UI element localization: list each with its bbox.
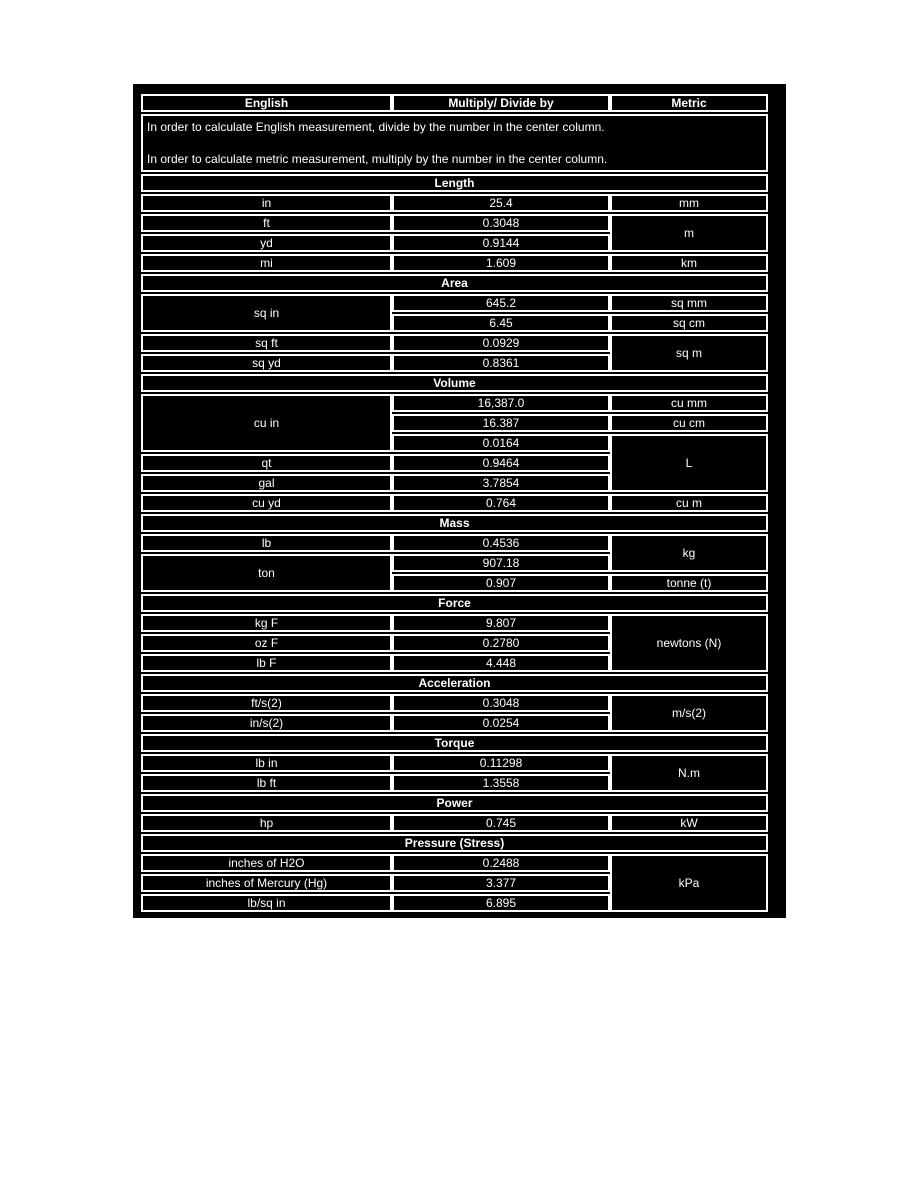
factor: 4.448 — [392, 654, 610, 672]
table-row — [141, 534, 768, 552]
english-unit: cu yd — [141, 494, 392, 512]
english-unit: mi — [141, 254, 392, 272]
factor: 0.9464 — [392, 454, 610, 472]
note-line-2: In order to calculate metric measurement, multiply by the number in the center column. — [147, 152, 608, 166]
english-unit: sq ft — [141, 334, 392, 352]
conversion-table — [141, 92, 768, 914]
metric-unit: tonne (t) — [610, 574, 768, 592]
metric-unit: kg — [610, 534, 768, 572]
table-row — [141, 214, 768, 232]
section-row — [141, 794, 768, 812]
factor: 0.745 — [392, 814, 610, 832]
factor: 0.764 — [392, 494, 610, 512]
note-line-1: In order to calculate English measurement, divide by the number in the center column. — [147, 120, 605, 134]
factor: 0.9144 — [392, 234, 610, 252]
section-volume: Volume — [141, 374, 768, 392]
factor: 0.907 — [392, 574, 610, 592]
factor: 0.2488 — [392, 854, 610, 872]
factor: 0.11298 — [392, 754, 610, 772]
factor: 25.4 — [392, 194, 610, 212]
metric-unit: mm — [610, 194, 768, 212]
factor: 6.45 — [392, 314, 610, 332]
table-row — [141, 854, 768, 872]
section-area: Area — [141, 274, 768, 292]
section-torque: Torque — [141, 734, 768, 752]
table-row — [141, 394, 768, 412]
section-row — [141, 674, 768, 692]
english-unit: sq in — [141, 294, 392, 332]
english-unit: oz F — [141, 634, 392, 652]
table-row — [141, 194, 768, 212]
header-english: English — [141, 94, 392, 112]
english-unit: ft/s(2) — [141, 694, 392, 712]
table-row — [141, 334, 768, 352]
table-row — [141, 614, 768, 632]
english-unit: gal — [141, 474, 392, 492]
english-unit: lb/sq in — [141, 894, 392, 912]
english-unit: lb ft — [141, 774, 392, 792]
factor: 0.2780 — [392, 634, 610, 652]
metric-unit: cu mm — [610, 394, 768, 412]
factor: 907.18 — [392, 554, 610, 572]
metric-unit: L — [610, 434, 768, 492]
section-row — [141, 734, 768, 752]
table-row — [141, 694, 768, 712]
section-length: Length — [141, 174, 768, 192]
factor: 0.8361 — [392, 354, 610, 372]
factor: 0.0929 — [392, 334, 610, 352]
metric-unit: newtons (N) — [610, 614, 768, 672]
table-row — [141, 494, 768, 512]
english-unit: lb — [141, 534, 392, 552]
english-unit: in — [141, 194, 392, 212]
factor: 6.895 — [392, 894, 610, 912]
section-row — [141, 594, 768, 612]
factor: 0.0164 — [392, 434, 610, 452]
section-power: Power — [141, 794, 768, 812]
english-unit: cu in — [141, 394, 392, 452]
english-unit: in/s(2) — [141, 714, 392, 732]
english-unit: ton — [141, 554, 392, 592]
metric-unit: sq m — [610, 334, 768, 372]
factor: 645.2 — [392, 294, 610, 312]
metric-unit: kW — [610, 814, 768, 832]
section-row — [141, 274, 768, 292]
english-unit: hp — [141, 814, 392, 832]
metric-unit: km — [610, 254, 768, 272]
factor: 3.7854 — [392, 474, 610, 492]
conversion-table-frame — [133, 84, 786, 918]
factor: 0.0254 — [392, 714, 610, 732]
factor: 16,387.0 — [392, 394, 610, 412]
factor: 0.4536 — [392, 534, 610, 552]
instruction-note — [141, 114, 768, 172]
english-unit: lb F — [141, 654, 392, 672]
table-row — [141, 754, 768, 772]
note-row — [141, 114, 768, 172]
factor: 1.609 — [392, 254, 610, 272]
english-unit: kg F — [141, 614, 392, 632]
section-pressure: Pressure (Stress) — [141, 834, 768, 852]
factor: 0.3048 — [392, 214, 610, 232]
factor: 16.387 — [392, 414, 610, 432]
metric-unit: kPa — [610, 854, 768, 912]
table-row — [141, 814, 768, 832]
english-unit: lb in — [141, 754, 392, 772]
section-row — [141, 374, 768, 392]
header-metric: Metric — [610, 94, 768, 112]
metric-unit: cu m — [610, 494, 768, 512]
english-unit: yd — [141, 234, 392, 252]
metric-unit: m — [610, 214, 768, 252]
header-factor: Multiply/ Divide by — [392, 94, 610, 112]
section-row — [141, 834, 768, 852]
factor: 1.3558 — [392, 774, 610, 792]
section-row — [141, 174, 768, 192]
english-unit: inches of H2O — [141, 854, 392, 872]
table-row — [141, 294, 768, 312]
english-unit: qt — [141, 454, 392, 472]
metric-unit: m/s(2) — [610, 694, 768, 732]
section-acceleration: Acceleration — [141, 674, 768, 692]
metric-unit: N.m — [610, 754, 768, 792]
metric-unit: cu cm — [610, 414, 768, 432]
section-row — [141, 514, 768, 532]
english-unit: ft — [141, 214, 392, 232]
table-row — [141, 254, 768, 272]
factor: 9.807 — [392, 614, 610, 632]
section-mass: Mass — [141, 514, 768, 532]
english-unit: inches of Mercury (Hg) — [141, 874, 392, 892]
section-force: Force — [141, 594, 768, 612]
factor: 3.377 — [392, 874, 610, 892]
header-row — [141, 94, 768, 112]
metric-unit: sq mm — [610, 294, 768, 312]
english-unit: sq yd — [141, 354, 392, 372]
metric-unit: sq cm — [610, 314, 768, 332]
factor: 0.3048 — [392, 694, 610, 712]
